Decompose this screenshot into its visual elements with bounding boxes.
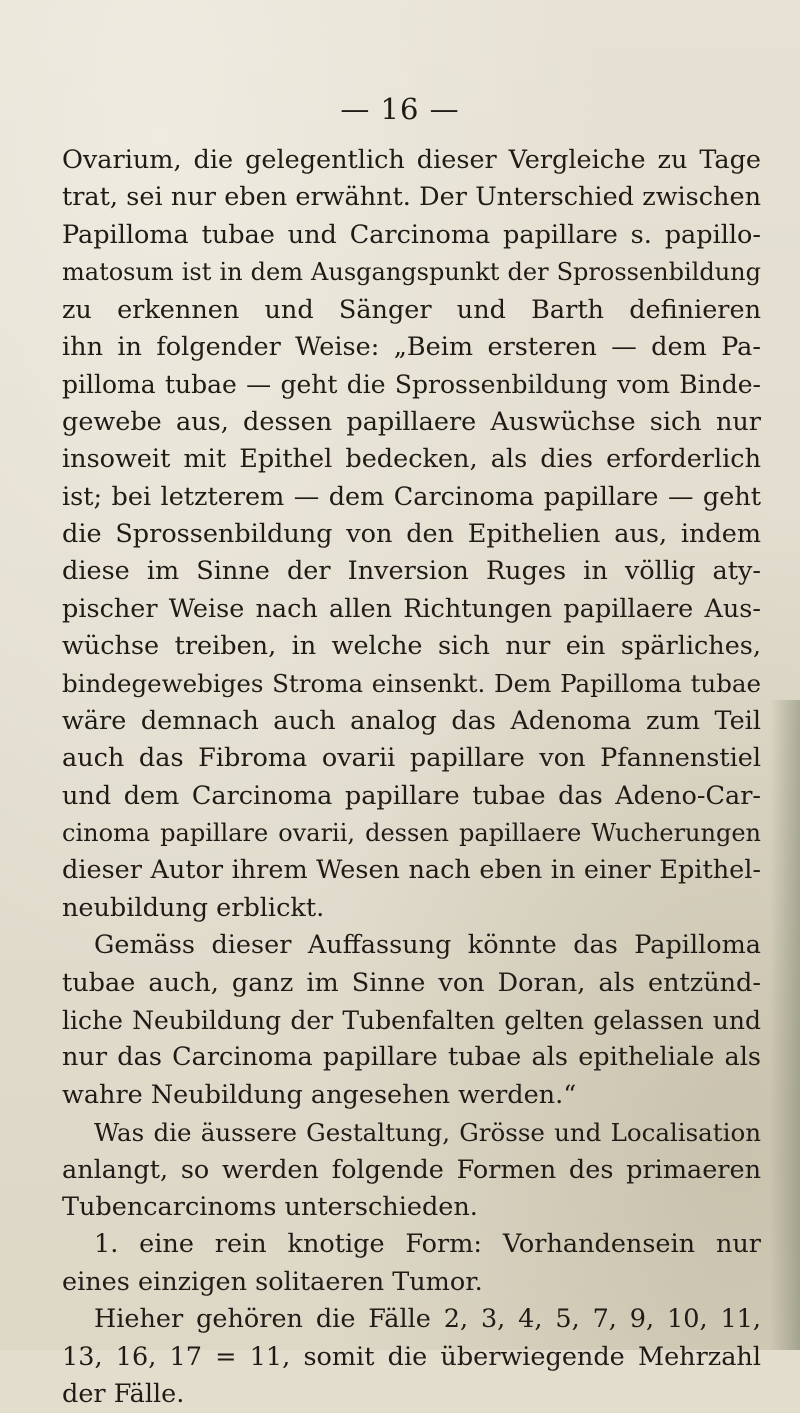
text-line: der Fälle. (62, 1378, 185, 1409)
text-line: nur das Carcinoma papillare tubae als epitheliale als (62, 1042, 761, 1073)
text-line: zu erkennen und Sänger und Barth definieren (62, 294, 761, 325)
text-line: wüchse treiben, in welche sich nur ein spärliches, (62, 631, 761, 662)
text-line: Papilloma tubae und Carcinoma papillare s. papillo- (62, 219, 761, 250)
text-line: cinoma papillare ovarii, dessen papillaere Wucherungen (62, 819, 761, 848)
text-line: und dem Carcinoma papillare tubae das Adeno-Car- (62, 780, 761, 811)
text-line: wahre Neubildung angesehen werden.“ (62, 1079, 577, 1110)
text-line: ist; bei letzterem — dem Carcinoma papillare — geht (62, 481, 761, 512)
text-line: pischer Weise nach allen Richtungen papillaere Aus- (62, 593, 761, 624)
page-edge-shadow (770, 700, 800, 1350)
text-line: diese im Sinne der Inversion Ruges in völlig aty- (62, 556, 761, 587)
text-line: bindegewebiges Stroma einsenkt. Dem Papilloma tubae (62, 669, 761, 699)
text-line: trat, sei nur eben erwähnt. Der Unterschied zwischen (62, 182, 761, 213)
page-number: — 16 — (340, 92, 460, 126)
text-line: anlangt, so werden folgende Formen des primaeren (62, 1154, 761, 1185)
text-line: auch das Fibroma ovarii papillare von Pfannenstiel (62, 743, 761, 774)
text-line: Was die äussere Gestaltung, Grösse und Localisation (94, 1118, 761, 1148)
text-line: liche Neubildung der Tubenfalten gelten gelassen und (62, 1005, 761, 1035)
body-text (62, 142, 761, 1413)
text-line: eines einzigen solitaeren Tumor. (62, 1266, 483, 1297)
text-line: Hieher gehören die Fälle 2, 3, 4, 5, 7, 9, 10, 11, (94, 1304, 761, 1335)
text-line: insoweit mit Epithel bedecken, als dies erforderlich (62, 444, 761, 475)
text-line: Ovarium, die gelegentlich dieser Vergleiche zu Tage (62, 145, 761, 175)
text-line: tubae auch, ganz im Sinne von Doran, als entzünd- (62, 967, 761, 998)
text-line: neubildung erblickt. (62, 892, 325, 923)
text-line: gewebe aus, dessen papillaere Auswüchse sich nur (62, 406, 761, 437)
text-line: 13, 16, 17 = 11, somit die überwiegende Mehrzahl (62, 1341, 761, 1372)
text-line: wäre demnach auch analog das Adenoma zum Teil (62, 705, 761, 736)
text-line: ihn in folgender Weise: „Beim ersteren — dem Pa- (62, 331, 761, 362)
text-line: dieser Autor ihrem Wesen nach eben in einer Epithel- (62, 855, 761, 886)
text-line: matosum ist in dem Ausgangspunkt der Sprossenbildung (62, 258, 761, 287)
text-line: pilloma tubae — geht die Sprossenbildung vom Binde- (62, 370, 761, 400)
text-line: die Sprossenbildung von den Epithelien aus, indem (62, 518, 761, 549)
text-line: Gemäss dieser Auffassung könnte das Papilloma (94, 930, 761, 961)
text-line: Tubencarcinoms unterschieden. (62, 1191, 478, 1222)
text-line: 1. eine rein knotige Form: Vorhandensein nur (94, 1229, 761, 1260)
